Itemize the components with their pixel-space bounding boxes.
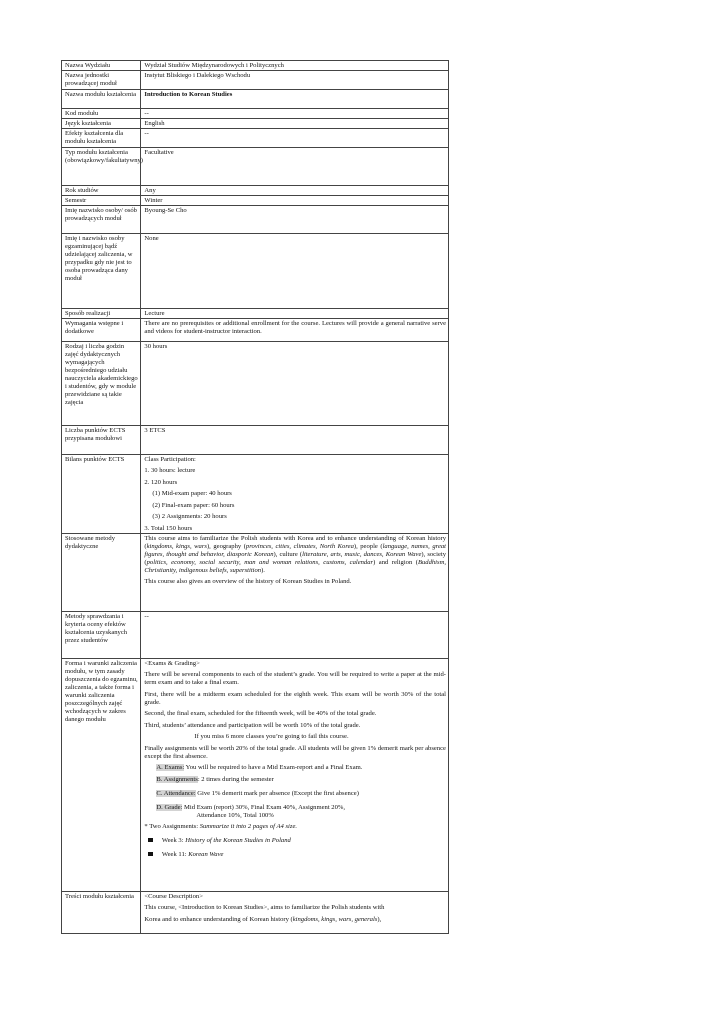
value-module-code: -- [141,109,449,119]
grade-tag: B. Assignments [156,775,198,783]
row-module-type [62,148,449,186]
label-delivery: Sposób realizacji [62,309,141,319]
italic-span: politics, economy, social security, man and woman relations, customs, calendar [146,558,374,566]
grade-item-attendance [144,790,446,798]
italic-span: provinces, cities, climates, North Korea [245,542,354,550]
row-teaching-methods [62,534,449,612]
text-span: Week 11: [161,851,189,858]
row-year [62,186,449,196]
value-module-name: Introduction to Korean Studies [141,90,449,109]
row-language [62,119,449,129]
grade-item-exams [144,764,446,772]
grading-heading: <Exams & Grading> [144,659,200,667]
grade-item-assignments [144,776,446,784]
italic-span: language, names, great figures, thought and behavior, diasporic Korean [144,542,446,558]
grading-paragraph: Second, the final exam, scheduled for the fifteenth week, will be 40% of the total grade. [144,710,377,717]
label-semester: Semestr [62,196,141,206]
grade-tag: C. Attendance: [156,789,196,797]
text-span: Week 3: [161,837,186,844]
row-assessment-methods [62,612,449,659]
row-module-name [62,90,449,109]
ects-line: (3) 2 Assignments: 20 hours [152,513,227,520]
label-learning-outcomes: Efekty kształcenia dla modułu kształcenia [62,129,141,148]
ects-line: (1) Mid-exam paper: 40 hours [152,490,232,497]
week-item [144,851,446,859]
grade-tag: D. Grade: [156,803,183,811]
label-module-code: Kod modułu [62,109,141,119]
value-examiner: None [141,234,449,309]
value-ects: 3 ETCS [141,426,449,455]
text-span: ), [377,915,382,923]
value-prerequisites: There are no prerequisites or additional enrollment for the course. Lectures will provide a general narrative serve and videos for student-instructor interaction. [141,319,449,342]
row-ects-balance [62,455,449,534]
value-ects-balance [141,455,449,534]
row-grading [62,659,449,892]
ects-line: Class Participation: [144,455,196,463]
grade-item-grade-cont: Attendance 10%, Total 100% [196,811,274,819]
value-year: Any [141,186,449,196]
grade-tag: A. Exams: [156,764,185,771]
text-span: Korea and to enhance understanding of Korean history ( [144,915,293,923]
value-unit: Instytut Bliskiego i Dalekiego Wschodu [141,71,449,90]
text-span: ), culture ( [273,550,303,558]
label-lecturer: Imię nazwisko osoby/ osób prowadzących moduł [62,206,141,234]
course-description-line [144,916,446,924]
label-grading: Forma i warunki zaliczenia modułu, w tym zasady dopuszczenia do egzaminu, zaliczenia, a także forma i warunki zaliczenia poszczególnych zajęć wchodzących w zakres danego modułu [62,659,141,892]
label-teaching-methods: Stosowane metody dydaktyczne [62,534,141,612]
italic-span: Summarize it into 2 pages of A4 size. [199,823,298,830]
italic-span: kingdoms, kings, wars, generals [292,915,378,923]
label-module-type: Typ modułu kształcenia (obowiązkowy/fakultatywny) [62,148,141,186]
ects-line: 2. 120 hours [144,478,178,486]
teaching-methods-extra: This course also gives an overview of the history of Korean Studies in Poland. [144,578,352,585]
grade-text: You will be required to have a Mid Exam-report and a Final Exam. [184,764,363,771]
italic-span: Korean Wave [188,851,224,858]
row-unit [62,71,449,90]
text-span: ) and religion ( [373,558,418,566]
text-span: ), geography ( [206,542,246,550]
label-ects: Liczba punktów ECTS przypisana modułowi [62,426,141,455]
italic-span: kingdoms, kings, wars [146,542,207,550]
label-examiner: Imię i nazwisko osoby egzaminującej bądź udzielającej zaliczenia, w przypadku gdy nie jest to osoba prowadząca dany moduł [62,234,141,309]
square-bullet-icon [148,838,153,843]
value-teaching-methods [141,534,449,612]
assignments-note [144,823,446,831]
italic-span: literature, arts, music, dances, Korean Wave [302,550,422,558]
row-prerequisites [62,319,449,342]
course-description-heading: <Course Description> [144,892,203,900]
row-ects [62,426,449,455]
row-contact-hours [62,342,449,426]
italic-span: History of the Korean Studies in Poland [185,837,291,844]
grading-paragraph: Finally assignments will be worth 20% of the total grade. All students will be given 1% demerit mark per absence except the first absence. [144,744,446,760]
row-examiner [62,234,449,309]
value-lecturer: Byoung-Se Cho [141,206,449,234]
label-unit: Nazwa jednostki prowadzącej moduł [62,71,141,90]
grading-paragraph: There will be several components to each of the student’s grade. You will be required to write a paper at the mid-term exam and to take a final exam. [144,671,446,686]
label-year: Rok studiów [62,186,141,196]
row-learning-outcomes [62,129,449,148]
ects-line: 3. Total 150 hours [144,524,193,532]
label-contact-hours: Rodzaj i liczba godzin zajęć dydaktycznych wymagających bezpośredniego udziału nauczyciela akademickiego i studentów, gdy w module przewidziane są takie zajęcia [62,342,141,426]
text-span: ). [261,566,265,574]
value-language: English [141,119,449,129]
text-span: ), society ( [144,550,447,566]
row-course-content [62,892,449,934]
grading-warning: If you miss 6 more classes you’re going to fail this course. [194,733,349,740]
italic-span: Buddhism, Christianity, indigenous beliefs, superstition [144,558,446,574]
ects-line: 1. 30 hours: lecture [144,467,196,474]
label-assessment-methods: Metody sprawdzania i kryteria oceny efektów kształcenia uzyskanych przez studentów [62,612,141,659]
value-module-type: Facultative [141,148,449,186]
text-span: This course aims to familiarize the Polish students with Korea and to enhance understanding of Korean history ( [144,534,446,550]
value-faculty: Wydział Studiów Międzynarodowych i Politycznych [141,61,449,71]
week-item [144,837,446,845]
ects-line: (2) Final-exam paper: 60 hours [152,501,235,509]
label-faculty: Nazwa Wydziału [62,61,141,71]
grade-text: : 2 times during the semester [197,775,274,783]
grade-text: Give 1% demerit mark per absence (Except the first absence) [195,789,359,797]
label-module-name: Nazwa modułu kształcenia [62,90,141,109]
value-assessment-methods: -- [141,612,449,659]
text-span: ), people ( [353,542,383,550]
value-semester: Winter [141,196,449,206]
row-module-code [62,109,449,119]
square-bullet-icon [148,852,153,857]
syllabus-table [61,60,449,934]
row-faculty [62,61,449,71]
value-grading [141,659,449,892]
label-course-content: Treści modułu kształcenia [62,892,141,934]
grading-paragraph: First, there will be a midterm exam scheduled for the eighth week. This exam will be worth 30% of the total grade. [144,690,446,706]
row-semester [62,196,449,206]
label-language: Język kształcenia [62,119,141,129]
value-delivery: Lecture [141,309,449,319]
grade-text: Mid Exam (report) 30%, Final Exam 40%, Assignment 20%, [182,803,346,811]
grading-paragraph: Third, students’ attendance and participation will be worth 10% of the total grade. [144,721,361,729]
grade-item-grade [144,804,446,812]
label-ects-balance: Bilans punktów ECTS [62,455,141,534]
value-learning-outcomes: -- [141,129,449,148]
course-description-line: This course, <Introduction to Korean Studies>, aims to familiarize the Polish students with [144,904,385,911]
value-contact-hours: 30 hours [141,342,449,426]
row-lecturer [62,206,449,234]
row-delivery [62,309,449,319]
value-course-content [141,892,449,934]
text-span: * Two Assignments: [144,823,200,830]
teaching-methods-paragraph [144,535,446,575]
label-prerequisites: Wymagania wstępne i dodatkowe [62,319,141,342]
